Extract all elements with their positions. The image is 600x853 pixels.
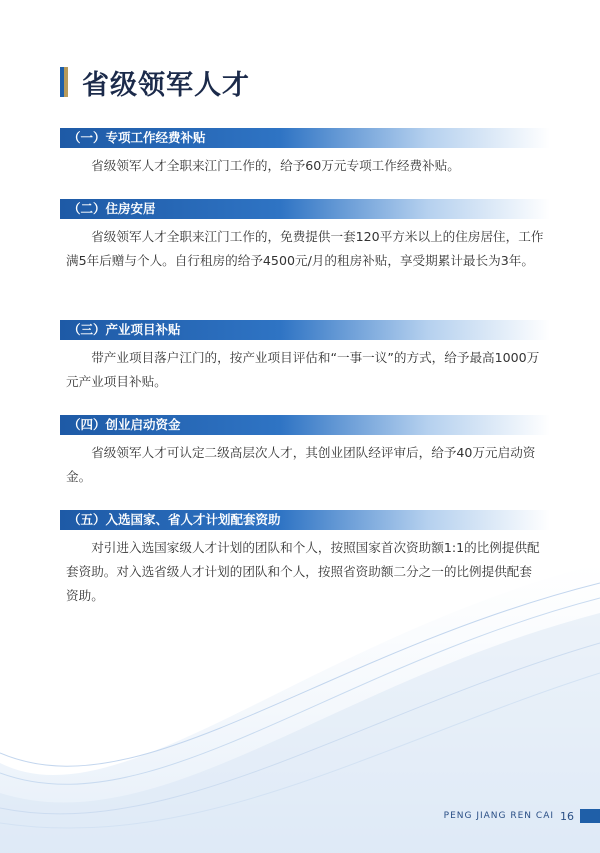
page-title: 省级领军人才	[82, 69, 250, 101]
footer-accent-bar	[580, 809, 600, 823]
footer-brand: PENG JIANG REN CAI	[443, 811, 554, 821]
section-text: 省级领军人才全职来江门工作的，给予60万元专项工作经费补贴。	[91, 158, 460, 173]
page-footer	[444, 809, 600, 823]
page-title-block	[60, 62, 250, 102]
section-heading: （一）专项工作经费补贴	[60, 128, 550, 148]
section-heading: （三）产业项目补贴	[60, 320, 550, 340]
title-accent-bar-gold	[64, 67, 68, 97]
section-4	[60, 415, 550, 489]
section-text: 省级领军人才全职来江门工作的，免费提供一套120平方米以上的住房居住，工作满5年后赠与个人。自行租房的给予4500元/月的租房补贴，享受期累计最长为3年。	[66, 229, 544, 268]
section-3	[60, 320, 550, 394]
section-heading: （四）创业启动资金	[60, 415, 550, 435]
section-heading: （二）住房安居	[60, 199, 550, 219]
section-text: 对引进入选国家级人才计划的团队和个人，按照国家首次资助额1:1的比例提供配套资助。对入选省级人才计划的团队和个人，按照省资助额二分之一的比例提供配套资助。	[66, 540, 540, 603]
section-2	[60, 199, 550, 273]
section-1	[60, 128, 550, 178]
section-heading: （五）入选国家、省人才计划配套资助	[60, 510, 550, 530]
section-text: 带产业项目落户江门的，按产业项目评估和“一事一议”的方式，给予最高1000万元产业项目补贴。	[66, 350, 540, 389]
section-text: 省级领军人才可认定二级高层次人才，其创业团队经评审后，给予40万元启动资金。	[66, 445, 536, 484]
section-5	[60, 510, 550, 608]
page-number: 16	[560, 809, 574, 823]
